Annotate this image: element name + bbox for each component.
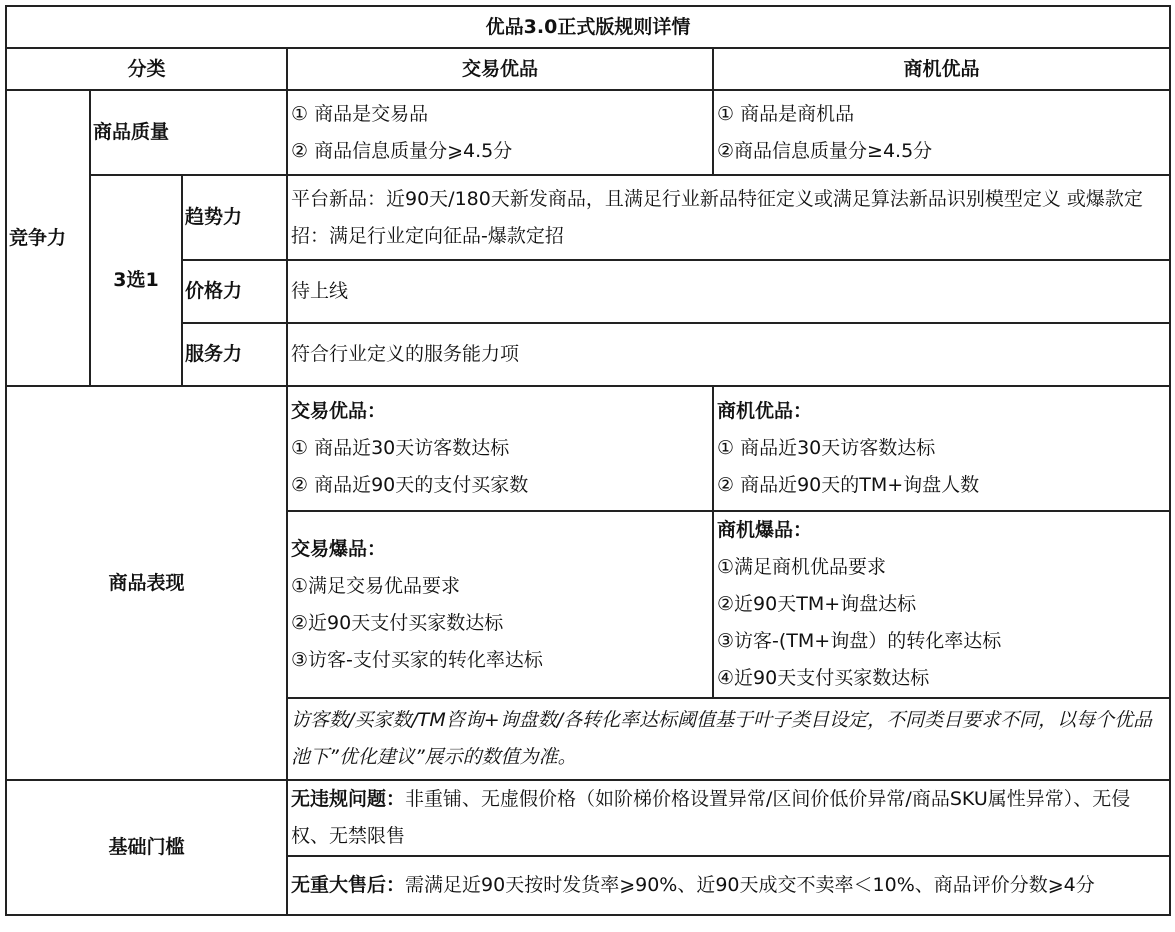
table-title: 优品3.0正式版规则详情 [6, 6, 1170, 48]
price-text: 待上线 [291, 280, 349, 302]
price-cell [287, 260, 1170, 323]
business-good-line: ① 商品近30天访客数达标 [717, 437, 936, 459]
service-text: 符合行业定义的服务能力项 [291, 343, 520, 365]
trade-hot-cell [287, 511, 713, 698]
quality-trade-line: ① 商品是交易品 [291, 102, 429, 125]
no-violation-text: 非重铺、无虚假价格（如阶梯价格设置异常/区间价低价异常/商品SKU属性异常）、无侵权、无禁限售 [291, 788, 1131, 847]
business-good-cell [713, 386, 1170, 511]
baseline-label: 基础门槛 [6, 780, 287, 915]
performance-note: 访客数/买家数/TM咨询+询盘数/各转化率达标阈值基于叶子类目设定，不同类目要求不同，以每个优品池下”优化建议”展示的数值为准。 [291, 709, 1153, 768]
trade-hot-line: ①满足交易优品要求 [291, 574, 461, 597]
business-hot-line: ①满足商机优品要求 [717, 556, 887, 578]
quality-trade-line: ② 商品信息质量分⩾4.5分 [291, 139, 513, 162]
trend-text: 平台新品：近90天/180天新发商品，且满足行业新品特征定义或满足算法新品识别模型定义 或爆款定招：满足行业定向征品-爆款定招 [291, 187, 1143, 247]
business-hot-cell [713, 511, 1170, 698]
trade-good-line: ① 商品近30天访客数达标 [291, 437, 510, 459]
after-sale-content [291, 867, 1167, 904]
header-trade: 交易优品 [287, 48, 713, 90]
after-sale-text: 需满足近90天按时发货率⩾90%、近90天成交不卖率＜10%、商品评价分数⩾4分 [405, 874, 1095, 896]
quality-business-line: ②商品信息质量分≥4.5分 [717, 139, 933, 162]
after-sale-cell [287, 856, 1170, 915]
quality-business-cell [713, 90, 1170, 175]
trade-good-heading: 交易优品： [291, 400, 387, 422]
business-hot-line: ③访客-(TM+询盘）的转化率达标 [717, 630, 1002, 652]
business-hot-line: ②近90天TM+询盘达标 [717, 593, 917, 615]
trade-hot-line: ②近90天支付买家数达标 [291, 611, 504, 634]
after-sale-label: 无重大售后： [291, 874, 406, 896]
competitiveness-label: 竞争力 [6, 90, 90, 386]
trade-good-line: ② 商品近90天的支付买家数 [291, 474, 529, 496]
performance-label: 商品表现 [6, 386, 287, 780]
trade-hot-heading: 交易爆品： [291, 537, 387, 560]
business-good-heading: 商机优品： [717, 400, 813, 422]
quality-trade-cell [287, 90, 713, 175]
price-label: 价格力 [182, 260, 287, 323]
business-good-line: ② 商品近90天的TM+询盘人数 [717, 474, 980, 496]
business-hot-heading: 商机爆品： [717, 519, 813, 541]
header-business: 商机优品 [713, 48, 1170, 90]
trend-label: 趋势力 [182, 175, 287, 260]
quality-label: 商品质量 [90, 90, 287, 175]
no-violation-content [291, 781, 1167, 855]
quality-business-line: ① 商品是商机品 [717, 102, 855, 125]
choose-one-label: 3选1 [90, 175, 182, 386]
trend-cell [287, 175, 1170, 260]
trade-hot-line: ③访客-支付买家的转化率达标 [291, 648, 543, 671]
business-hot-line: ④近90天支付买家数达标 [717, 667, 930, 689]
service-label: 服务力 [182, 323, 287, 386]
service-cell [287, 323, 1170, 386]
performance-note-cell [287, 698, 1170, 780]
no-violation-label: 无违规问题： [291, 788, 406, 810]
rules-table [5, 5, 1171, 916]
header-category: 分类 [6, 48, 287, 90]
no-violation-cell [287, 780, 1170, 856]
trade-good-cell [287, 386, 713, 511]
